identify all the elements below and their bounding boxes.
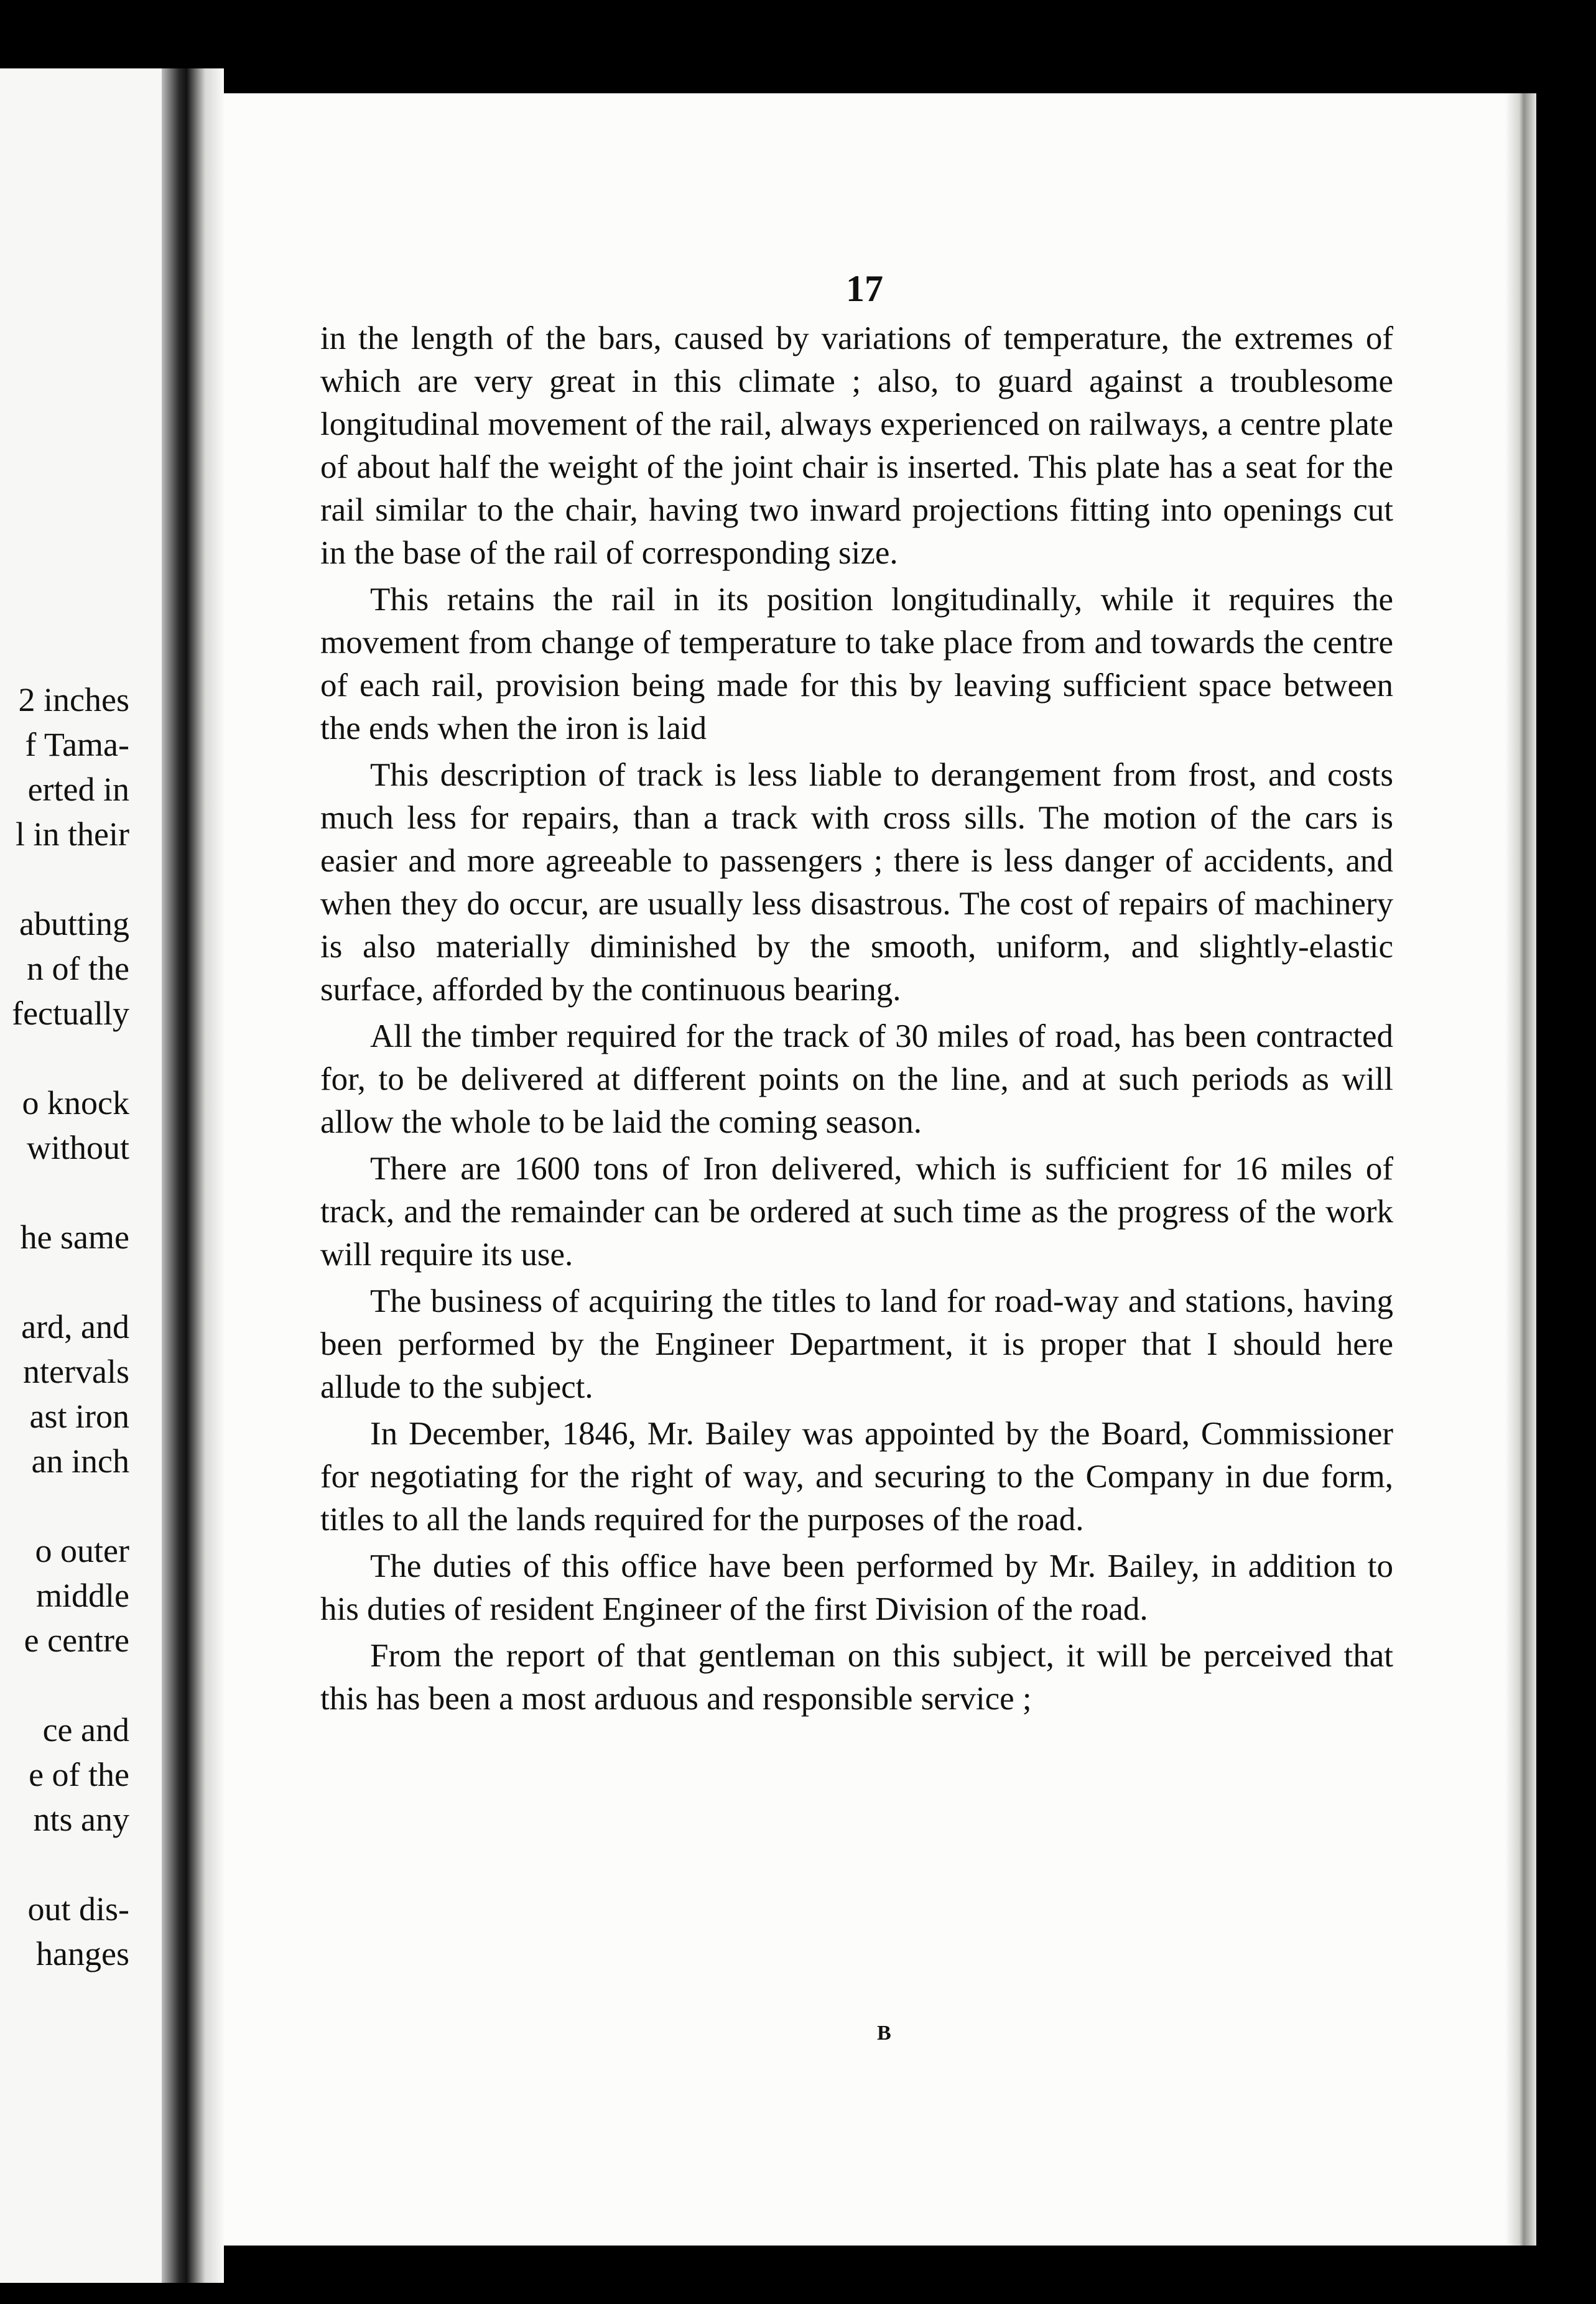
left-line: nts any bbox=[33, 1801, 129, 1838]
paragraph: In December, 1846, Mr. Bailey was appointed by the Board, Commissioner for negotiating for the right of way, and securing to the Company in due form, titles to all the lands required for the purposes of the road. bbox=[320, 1416, 1393, 1538]
left-line: he same bbox=[20, 1219, 129, 1256]
left-page-fragment bbox=[0, 68, 162, 2283]
left-line: hanges bbox=[36, 1935, 129, 1972]
page-edge bbox=[1505, 93, 1536, 2246]
page-body bbox=[320, 317, 1393, 1724]
paragraph: The duties of this office have been performed by Mr. Bailey, in addition to his duties of resident Engineer of the first Division of the road. bbox=[320, 1548, 1393, 1627]
paragraph: The business of acquiring the titles to land for road-way and stations, having been performed by the Engineer Department, it is proper that I should here allude to the subject. bbox=[320, 1283, 1393, 1405]
left-line: ce and bbox=[42, 1711, 129, 1749]
left-line: fectually bbox=[12, 995, 129, 1032]
left-line: without bbox=[26, 1129, 129, 1166]
paragraph: This description of track is less liable to derangement from frost, and costs much less for repairs, than a track with cross sills. The motion of the cars is easier and more agreeable to passengers ; there is less danger of accidents, and when they do occur, are usually less disastrous. The cost of repairs of machinery is also materially diminished by the smooth, uniform, and slightly-elastic surface, afforded by the continuous bearing. bbox=[320, 757, 1393, 1008]
left-line: e centre bbox=[24, 1622, 129, 1659]
paragraph: in the length of the bars, caused by variations of temperature, the extremes of which are very great in this climate ; also, to guard against a troublesome longitudinal movement of the rail, always experienced on railways, a centre plate of about half the weight of the joint chair is inserted. This plate has a seat for the rail similar to the chair, having two inward projections fitting into openings cut in the base of the rail of corresponding size. bbox=[320, 320, 1393, 571]
left-line: o outer bbox=[35, 1532, 129, 1569]
left-line: erted in bbox=[27, 771, 129, 808]
left-line: 2 inches bbox=[18, 681, 129, 718]
page-number: 17 bbox=[846, 268, 883, 309]
left-line: ard, and bbox=[21, 1308, 129, 1345]
paragraph: There are 1600 tons of Iron delivered, which is sufficient for 16 miles of track, and the remainder can be ordered at such time as the progress of the work will require its use. bbox=[320, 1151, 1393, 1273]
signature-mark: B bbox=[877, 2022, 893, 2045]
left-line: ast iron bbox=[29, 1398, 129, 1435]
left-line: f Tama- bbox=[25, 726, 129, 763]
left-line: middle bbox=[36, 1577, 129, 1614]
paragraph: This retains the rail in its position longitudinally, while it requires the movement from change of temperature to take place from and towards the centre of each rail, provision being made for this by leaving sufficient space between the ends when the iron is laid bbox=[320, 582, 1393, 746]
paragraph: From the report of that gentleman on this subject, it will be perceived that this has been a most arduous and responsible service ; bbox=[320, 1638, 1393, 1717]
left-line: n of the bbox=[27, 950, 129, 987]
book-gutter bbox=[162, 68, 224, 2283]
left-line: e of the bbox=[29, 1756, 129, 1793]
left-line: l in their bbox=[16, 815, 129, 853]
left-line: abutting bbox=[19, 905, 129, 942]
left-line: ntervals bbox=[23, 1353, 129, 1390]
paragraph: All the timber required for the track of 30 miles of road, has been contracted for, to be delivered at different points on the line, and at such periods as will allow the whole to be laid the coming season. bbox=[320, 1018, 1393, 1140]
left-line: an inch bbox=[31, 1442, 129, 1480]
left-line: out dis- bbox=[27, 1890, 129, 1928]
left-line: o knock bbox=[22, 1084, 129, 1122]
